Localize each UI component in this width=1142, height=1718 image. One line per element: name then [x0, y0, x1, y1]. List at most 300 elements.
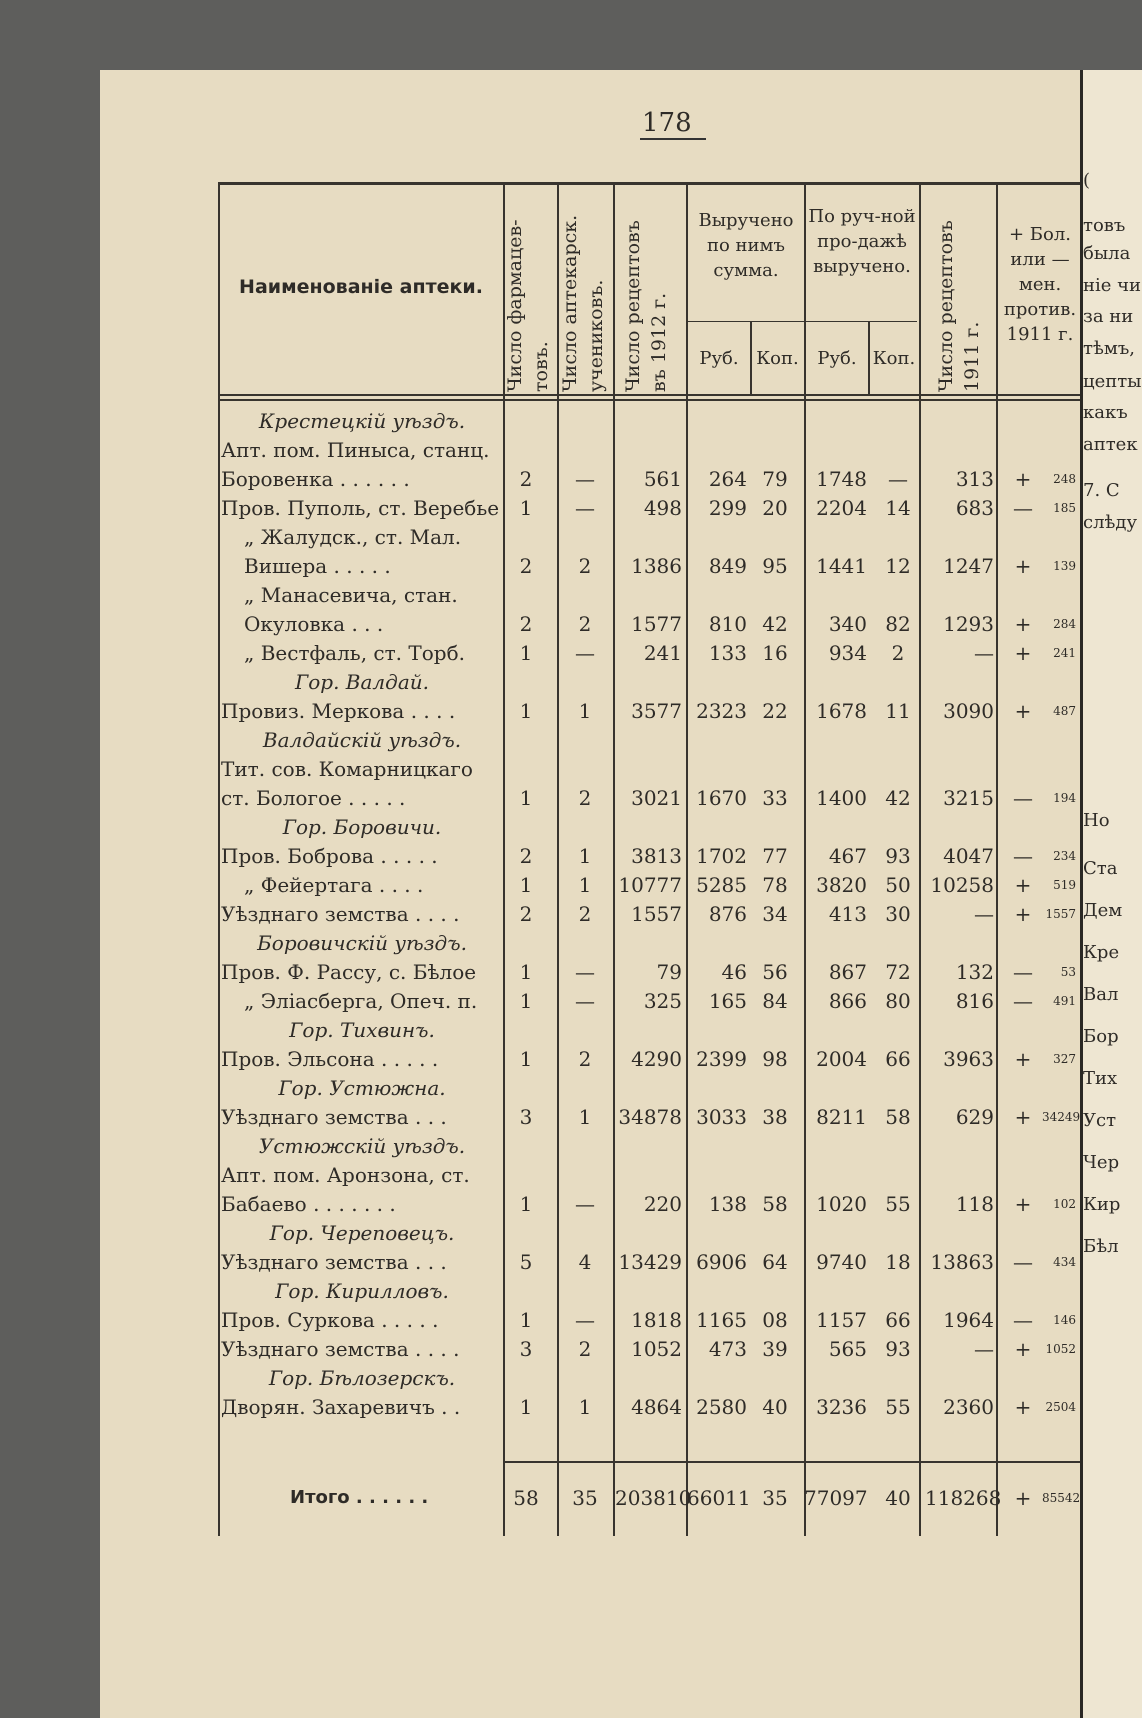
- cell-revenue-rub: 1670: [696, 786, 747, 810]
- header-recipes-1912-2: въ 1912 г.: [648, 292, 670, 392]
- cell-hand-rub: 467: [828, 844, 867, 868]
- cell-apprentices: 1: [578, 873, 592, 897]
- table-row: [0, 1394, 1139, 1420]
- adjacent-page-fragment: Бор: [1083, 1026, 1119, 1047]
- cell-revenue-rub: 2399: [696, 1047, 747, 1071]
- header-rub: Руб.: [699, 348, 739, 369]
- cell-recipes-1912: 3577: [631, 699, 682, 723]
- cell-apprentices: 1: [578, 1105, 592, 1129]
- cell-difference: 491: [1053, 994, 1076, 1008]
- header-recipes-1911-2: 1911 г.: [961, 321, 983, 392]
- cell-apprentices: 2: [578, 1047, 592, 1071]
- cell-recipes-1911: 10258: [930, 873, 994, 897]
- cell-hand-rub: 3820: [816, 873, 867, 897]
- cell-revenue-rub: 299: [708, 496, 747, 520]
- header-apprentices-1: Число аптекарск.: [559, 214, 581, 392]
- cell-hand-kop: 66: [885, 1047, 911, 1071]
- cell-hand-rub: 934: [828, 641, 867, 665]
- header-rub: Руб.: [817, 348, 857, 369]
- adjacent-page-fragment: Кре: [1083, 942, 1120, 963]
- cell-recipes-1912: 561: [643, 467, 682, 491]
- cell-sign: —: [1013, 1308, 1033, 1332]
- subheader-rule: [686, 321, 917, 322]
- cell-sign: +: [1014, 1047, 1032, 1071]
- table-row: [0, 785, 1139, 811]
- header-kop: Коп.: [756, 348, 799, 369]
- page-number-underline: [640, 138, 706, 140]
- cell-recipes-1912: 3813: [631, 844, 682, 868]
- adjacent-page-fragment: товъ: [1083, 215, 1126, 236]
- section-heading-row: [0, 669, 1139, 695]
- cell-difference: 102: [1053, 1197, 1076, 1211]
- header-difference: + Бол. или — мен. против. 1911 г.: [1003, 224, 1077, 345]
- table-top-rule: [218, 182, 1080, 185]
- total-rule: [503, 1461, 1080, 1463]
- cell-apprentices: 2: [578, 786, 592, 810]
- cell-recipes-1912: 79: [656, 960, 682, 984]
- pharmacy-name: Вишера . . . . .: [244, 554, 391, 578]
- cell-recipes-1911: 2360: [943, 1395, 994, 1419]
- section-heading: Крестецкій уѣздъ.: [258, 409, 466, 433]
- table-row: [0, 988, 1139, 1014]
- cell-pharmacists: 1: [519, 960, 533, 984]
- cell-revenue-kop: 77: [762, 844, 788, 868]
- cell-revenue-kop: 95: [762, 554, 788, 578]
- table-row: [0, 872, 1139, 898]
- pharmacy-name: Пров. Эльсона . . . . .: [221, 1047, 439, 1071]
- cell-recipes-1911: —: [974, 641, 994, 665]
- table-row: [0, 1191, 1139, 1217]
- cell-apprentices: 1: [578, 1395, 592, 1419]
- section-heading: Гор. Бѣлозерскъ.: [268, 1366, 456, 1390]
- cell-hand-kop: 18: [885, 1250, 911, 1274]
- cell-pharmacists: 1: [519, 1395, 533, 1419]
- cell-recipes-1912: 1386: [631, 554, 682, 578]
- cell-revenue-kop: 64: [762, 1250, 788, 1274]
- pharmacy-name: „ Эліасберга, Опеч. п.: [244, 989, 478, 1013]
- cell-hand-kop: 11: [885, 699, 911, 723]
- cell-revenue-kop: 78: [762, 873, 788, 897]
- cell-recipes-1912: 1577: [631, 612, 682, 636]
- cell-apprentices: 2: [578, 1337, 592, 1361]
- cell-hand-rub: 1748: [816, 467, 867, 491]
- cell-recipes-1912: 1052: [631, 1337, 682, 1361]
- header-recipes-1911-1: Число рецептовъ: [935, 220, 957, 392]
- cell-recipes-1912: 1557: [631, 902, 682, 926]
- cell-pharmacists: 2: [519, 554, 533, 578]
- cell-pharmacists: 2: [519, 467, 533, 491]
- cell-recipes-1912: 241: [643, 641, 682, 665]
- cell-hand-kop: 80: [885, 989, 911, 1013]
- cell-hand-kop: 72: [885, 960, 911, 984]
- cell-sign: +: [1014, 1192, 1032, 1216]
- header-recipes-1912-1: Число рецептовъ: [622, 220, 644, 392]
- cell-revenue-rub: 138: [708, 1192, 747, 1216]
- cell-recipes-1912: 13429: [618, 1250, 682, 1274]
- cell-pharmacists: 1: [519, 1308, 533, 1332]
- adjacent-page-fragment: за ни: [1083, 306, 1134, 327]
- cell-difference: 234: [1053, 849, 1076, 863]
- table-row: [0, 495, 1139, 521]
- cell-recipes-1911: 1293: [943, 612, 994, 636]
- cell-revenue-rub: 1165: [696, 1308, 747, 1332]
- adjacent-page-fragment: Ста: [1083, 858, 1118, 879]
- section-heading-row: [0, 1017, 1139, 1043]
- cell-recipes-1912: 3021: [631, 786, 682, 810]
- cell-difference: 434: [1053, 1255, 1076, 1269]
- cell-revenue-kop: 84: [762, 989, 788, 1013]
- cell-hand-rub: 1678: [816, 699, 867, 723]
- table-row: [0, 698, 1139, 724]
- cell-revenue-rub: 133: [708, 641, 747, 665]
- cell-revenue-rub: 849: [708, 554, 747, 578]
- header-revenue: Выручено по нимъ сумма.: [698, 210, 794, 281]
- cell-difference: 327: [1053, 1052, 1076, 1066]
- cell-apprentices: —: [575, 641, 595, 665]
- cell-revenue-kop: 34: [762, 902, 788, 926]
- cell-apprentices: 1: [578, 844, 592, 868]
- cell-difference: 487: [1053, 704, 1076, 718]
- cell-recipes-1912: 325: [643, 989, 682, 1013]
- cell-recipes-1911: 132: [955, 960, 994, 984]
- cell-revenue-rub: 165: [708, 989, 747, 1013]
- cell-difference: 284: [1053, 617, 1076, 631]
- section-heading-row: [0, 1365, 1139, 1391]
- cell-hand-rub: 2004: [816, 1047, 867, 1071]
- cell-recipes-1912: 1818: [631, 1308, 682, 1332]
- section-heading-row: [0, 1278, 1139, 1304]
- cell-hand-kop: 66: [885, 1308, 911, 1332]
- adjacent-page-fragment: Но: [1083, 810, 1110, 831]
- section-heading-row: [0, 727, 1139, 753]
- adjacent-page-fragment: тѣмъ,: [1083, 338, 1135, 359]
- total-recipes-1911: 118268: [925, 1486, 1002, 1510]
- header-name: Наименованіе аптеки.: [239, 276, 483, 298]
- cell-recipes-1911: 3215: [943, 786, 994, 810]
- page-number: 178: [642, 108, 692, 138]
- cell-revenue-rub: 46: [721, 960, 747, 984]
- table-row: [0, 1307, 1139, 1333]
- cell-recipes-1911: 3963: [943, 1047, 994, 1071]
- cell-revenue-kop: 08: [762, 1308, 788, 1332]
- pharmacy-name: Уѣзднаго земства . . .: [221, 1250, 447, 1274]
- adjacent-page-fragment: была: [1083, 243, 1131, 264]
- cell-hand-rub: 340: [828, 612, 867, 636]
- cell-pharmacists: 1: [519, 1192, 533, 1216]
- cell-difference: 146: [1053, 1313, 1076, 1327]
- cell-revenue-kop: 98: [762, 1047, 788, 1071]
- adjacent-page-fragment: цепты: [1083, 371, 1142, 392]
- cell-hand-kop: 12: [885, 554, 911, 578]
- pharmacy-name: „ Жалудск., ст. Мал.: [244, 525, 462, 549]
- cell-revenue-kop: 58: [762, 1192, 788, 1216]
- table-row: [0, 1249, 1139, 1275]
- cell-sign: +: [1014, 554, 1032, 578]
- cell-sign: +: [1014, 902, 1032, 926]
- pharmacy-name: Бабаево . . . . . . .: [221, 1192, 396, 1216]
- cell-pharmacists: 1: [519, 641, 533, 665]
- adjacent-page-fragment: Тих: [1083, 1068, 1118, 1089]
- cell-sign: —: [1013, 496, 1033, 520]
- cell-sign: —: [1013, 960, 1033, 984]
- total-row: [0, 1485, 1139, 1511]
- cell-hand-kop: 14: [885, 496, 911, 520]
- section-heading-row: [0, 1133, 1139, 1159]
- cell-hand-kop: 93: [885, 1337, 911, 1361]
- cell-recipes-1912: 10777: [618, 873, 682, 897]
- cell-apprentices: —: [575, 1192, 595, 1216]
- pharmacy-name: Провиз. Меркова . . . .: [221, 699, 456, 723]
- cell-revenue-rub: 810: [708, 612, 747, 636]
- cell-recipes-1912: 220: [643, 1192, 682, 1216]
- table-row: [0, 640, 1139, 666]
- cell-difference: 34249: [1042, 1110, 1081, 1124]
- cell-hand-rub: 9740: [816, 1250, 867, 1274]
- section-heading: Гор. Боровичи.: [282, 815, 442, 839]
- cell-recipes-1911: 13863: [930, 1250, 994, 1274]
- section-heading: Устюжскій уѣздъ.: [258, 1134, 466, 1158]
- cell-recipes-1911: 313: [955, 467, 994, 491]
- cell-pharmacists: 5: [519, 1250, 533, 1274]
- cell-hand-kop: 93: [885, 844, 911, 868]
- cell-apprentices: —: [575, 496, 595, 520]
- cell-sign: +: [1014, 1105, 1032, 1129]
- adjacent-page-fragment: (: [1083, 170, 1091, 191]
- cell-apprentices: 2: [578, 902, 592, 926]
- cell-hand-kop: 42: [885, 786, 911, 810]
- pharmacy-name: Пров. Боброва . . . . .: [221, 844, 438, 868]
- adjacent-page-fragment: Чер: [1083, 1152, 1120, 1173]
- header-pharmacists-2: товъ.: [530, 341, 552, 392]
- pharmacy-name: Апт. пом. Пиныса, станц.: [221, 438, 490, 462]
- cell-pharmacists: 1: [519, 989, 533, 1013]
- cell-pharmacists: 1: [519, 699, 533, 723]
- cell-apprentices: —: [575, 467, 595, 491]
- table-row: [0, 466, 1139, 492]
- section-heading-row: [0, 1220, 1139, 1246]
- cell-recipes-1912: 498: [643, 496, 682, 520]
- cell-difference: 194: [1053, 791, 1076, 805]
- table-row: [0, 437, 1139, 463]
- section-heading: Гор. Кирилловъ.: [275, 1279, 449, 1303]
- cell-apprentices: 2: [578, 554, 592, 578]
- pharmacy-name: „ Вестфаль, ст. Торб.: [244, 641, 465, 665]
- table-row: [0, 553, 1139, 579]
- cell-recipes-1911: —: [974, 902, 994, 926]
- table-row: [0, 959, 1139, 985]
- total-sign: +: [1014, 1486, 1032, 1510]
- cell-recipes-1911: 1964: [943, 1308, 994, 1332]
- pharmacy-name: „ Манасевича, стан.: [244, 583, 458, 607]
- adjacent-page-fragment: Вал: [1083, 984, 1119, 1005]
- section-heading: Гор. Тихвинъ.: [289, 1018, 435, 1042]
- pharmacy-name: „ Фейертага . . . .: [244, 873, 424, 897]
- total-hand-rub: 77097: [804, 1486, 868, 1510]
- cell-sign: —: [1013, 844, 1033, 868]
- cell-sign: +: [1014, 467, 1032, 491]
- adjacent-page-fragment: Уст: [1083, 1110, 1117, 1131]
- pharmacy-name: Уѣзднаго земства . . . .: [221, 1337, 460, 1361]
- table-row: [0, 524, 1139, 550]
- cell-revenue-rub: 3033: [696, 1105, 747, 1129]
- adjacent-page-fragment: Кир: [1083, 1194, 1121, 1215]
- pharmacy-name: Уѣзднаго земства . . .: [221, 1105, 447, 1129]
- cell-pharmacists: 3: [519, 1105, 533, 1129]
- pharmacy-name: Пров. Пуполь, ст. Веребье: [221, 496, 500, 520]
- cell-pharmacists: 1: [519, 786, 533, 810]
- cell-hand-rub: 565: [828, 1337, 867, 1361]
- header-rule-1: [218, 394, 1080, 396]
- cell-revenue-kop: 16: [762, 641, 788, 665]
- cell-pharmacists: 2: [519, 902, 533, 926]
- cell-sign: +: [1014, 641, 1032, 665]
- cell-pharmacists: 1: [519, 496, 533, 520]
- cell-apprentices: 4: [578, 1250, 592, 1274]
- pharmacy-name: Пров. Ф. Рассу, с. Бѣлое: [221, 960, 477, 984]
- cell-revenue-kop: 56: [762, 960, 788, 984]
- section-heading: Валдайскій уѣздъ.: [262, 728, 462, 752]
- adjacent-page-fragment: 7. С: [1083, 480, 1120, 501]
- cell-sign: —: [1013, 989, 1033, 1013]
- cell-apprentices: 2: [578, 612, 592, 636]
- table-row: [0, 582, 1139, 608]
- cell-revenue-kop: 22: [762, 699, 788, 723]
- adjacent-page-fragment: слѣду: [1083, 512, 1138, 533]
- cell-revenue-rub: 1702: [696, 844, 747, 868]
- cell-recipes-1911: 4047: [943, 844, 994, 868]
- total-recipes-1912: 203810: [615, 1486, 692, 1510]
- cell-revenue-kop: 40: [762, 1395, 788, 1419]
- pharmacy-name: Тит. сов. Комарницкаго: [221, 757, 473, 781]
- cell-hand-rub: 3236: [816, 1395, 867, 1419]
- cell-recipes-1911: 629: [955, 1105, 994, 1129]
- cell-revenue-kop: 38: [762, 1105, 788, 1129]
- cell-revenue-kop: 42: [762, 612, 788, 636]
- pharmacy-name: ст. Бологое . . . . .: [221, 786, 406, 810]
- cell-hand-kop: 50: [885, 873, 911, 897]
- cell-hand-rub: 1157: [816, 1308, 867, 1332]
- cell-pharmacists: 1: [519, 873, 533, 897]
- table-row: [0, 1162, 1139, 1188]
- adjacent-page-fragment: какъ: [1083, 402, 1128, 423]
- cell-difference: 519: [1053, 878, 1076, 892]
- cell-sign: +: [1014, 1395, 1032, 1419]
- cell-hand-kop: 2: [891, 641, 905, 665]
- table-row: [0, 901, 1139, 927]
- cell-revenue-rub: 6906: [696, 1250, 747, 1274]
- cell-recipes-1911: —: [974, 1337, 994, 1361]
- section-heading: Гор. Череповецъ.: [269, 1221, 455, 1245]
- cell-hand-rub: 1441: [816, 554, 867, 578]
- cell-revenue-rub: 473: [708, 1337, 747, 1361]
- cell-pharmacists: 1: [519, 1047, 533, 1071]
- cell-hand-kop: —: [888, 467, 908, 491]
- cell-hand-rub: 1020: [816, 1192, 867, 1216]
- cell-difference: 1052: [1045, 1342, 1076, 1356]
- cell-apprentices: 1: [578, 699, 592, 723]
- cell-hand-rub: 2204: [816, 496, 867, 520]
- cell-difference: 185: [1053, 501, 1076, 515]
- header-pharmacists-1: Число фармацев-: [504, 219, 526, 392]
- cell-recipes-1912: 4290: [631, 1047, 682, 1071]
- cell-hand-rub: 413: [828, 902, 867, 926]
- cell-revenue-kop: 39: [762, 1337, 788, 1361]
- cell-hand-rub: 866: [828, 989, 867, 1013]
- cell-sign: —: [1013, 1250, 1033, 1274]
- cell-pharmacists: 3: [519, 1337, 533, 1361]
- cell-recipes-1912: 4864: [631, 1395, 682, 1419]
- adjacent-page-fragment: Дем: [1083, 900, 1123, 921]
- cell-hand-kop: 58: [885, 1105, 911, 1129]
- cell-recipes-1911: 683: [955, 496, 994, 520]
- section-heading: Боровичскій уѣздъ.: [257, 931, 467, 955]
- section-heading-row: [0, 1075, 1139, 1101]
- cell-difference: 248: [1053, 472, 1076, 486]
- cell-hand-kop: 30: [885, 902, 911, 926]
- cell-revenue-rub: 2580: [696, 1395, 747, 1419]
- pharmacy-name: Дворян. Захаревичъ . .: [221, 1395, 461, 1419]
- header-apprentices-2: учениковъ.: [585, 279, 607, 392]
- cell-sign: +: [1014, 699, 1032, 723]
- table-row: [0, 843, 1139, 869]
- section-heading-row: [0, 408, 1139, 434]
- pharmacy-name: Боровенка . . . . . .: [221, 467, 410, 491]
- cell-hand-kop: 55: [885, 1395, 911, 1419]
- cell-revenue-rub: 5285: [696, 873, 747, 897]
- total-revenue-rub: 66011: [687, 1486, 751, 1510]
- pharmacy-name: Уѣзднаго земства . . . .: [221, 902, 460, 926]
- cell-recipes-1911: 1247: [943, 554, 994, 578]
- cell-apprentices: —: [575, 989, 595, 1013]
- cell-pharmacists: 2: [519, 844, 533, 868]
- cell-recipes-1911: 816: [955, 989, 994, 1013]
- cell-difference: 2504: [1045, 1400, 1076, 1414]
- total-apprentices: 35: [572, 1486, 598, 1510]
- section-heading: Гор. Устюжна.: [278, 1076, 446, 1100]
- pharmacy-name: Окуловка . . .: [244, 612, 384, 636]
- cell-hand-rub: 8211: [816, 1105, 867, 1129]
- adjacent-page-fragment: ніе чи: [1083, 275, 1142, 296]
- total-hand-kop: 40: [885, 1486, 911, 1510]
- cell-difference: 1557: [1045, 907, 1076, 921]
- cell-recipes-1912: 34878: [618, 1105, 682, 1129]
- pharmacy-name: Апт. пом. Аронзона, ст.: [221, 1163, 470, 1187]
- cell-apprentices: —: [575, 960, 595, 984]
- cell-revenue-rub: 876: [708, 902, 747, 926]
- table-row: [0, 611, 1139, 637]
- cell-difference: 53: [1060, 965, 1076, 979]
- cell-sign: +: [1014, 1337, 1032, 1361]
- header-hand-sale: По руч-ной про-дажѣ выручено.: [808, 206, 916, 277]
- cell-hand-rub: 1400: [816, 786, 867, 810]
- header-kop: Коп.: [872, 348, 916, 369]
- cell-revenue-rub: 2323: [696, 699, 747, 723]
- section-heading: Гор. Валдай.: [295, 670, 429, 694]
- cell-difference: 139: [1053, 559, 1076, 573]
- table-row: [0, 1336, 1139, 1362]
- section-heading-row: [0, 930, 1139, 956]
- total-difference: 85542: [1042, 1491, 1081, 1505]
- total-pharmacists: 58: [513, 1486, 539, 1510]
- table-row: [0, 1104, 1139, 1130]
- header-rule-2: [218, 399, 1080, 401]
- table-row: [0, 756, 1139, 782]
- cell-pharmacists: 2: [519, 612, 533, 636]
- total-revenue-kop: 35: [762, 1486, 788, 1510]
- cell-apprentices: —: [575, 1308, 595, 1332]
- cell-hand-kop: 55: [885, 1192, 911, 1216]
- adjacent-page-fragment: аптек: [1083, 434, 1138, 455]
